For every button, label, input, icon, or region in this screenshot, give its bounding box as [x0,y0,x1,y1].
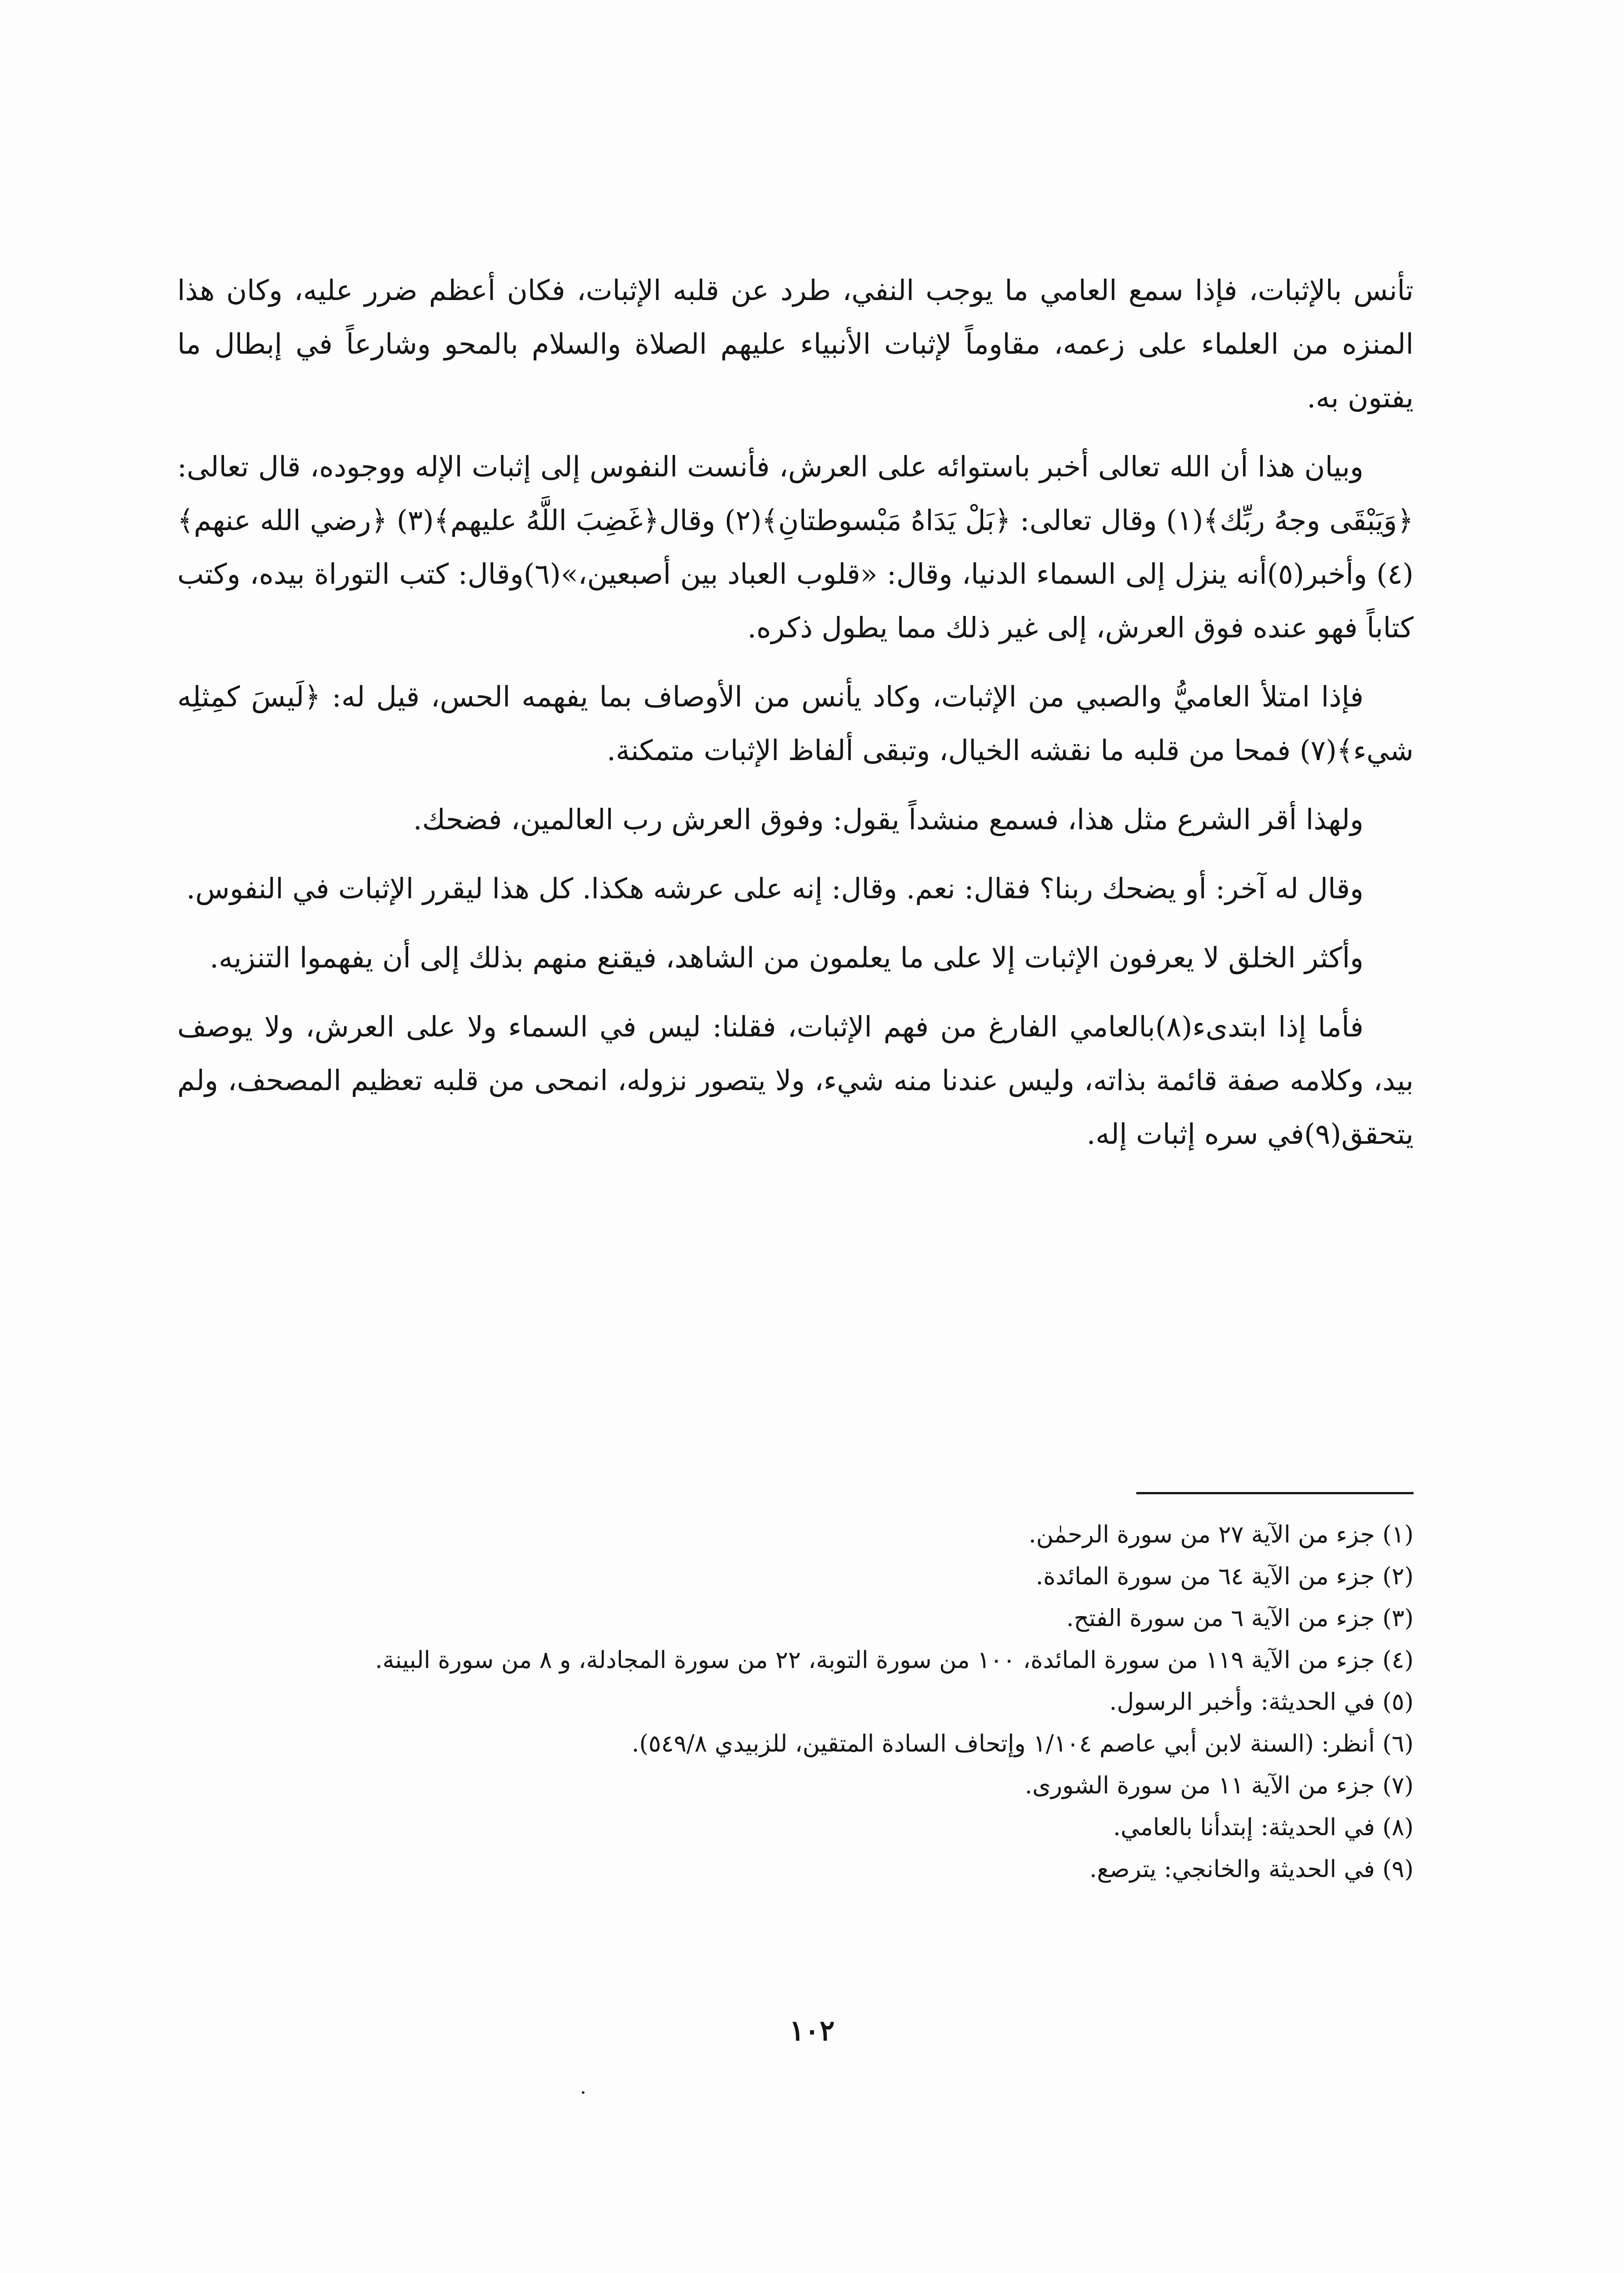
footnote-1: (١) جزء من الآية ٢٧ من سورة الرحمٰن. [1029,1521,1414,1548]
page-number: ١٠٢ [789,2014,835,2047]
scan-speck [582,2091,585,2094]
footnote-2: (٢) جزء من الآية ٦٤ من سورة المائدة. [1035,1563,1414,1590]
paragraph-3: فإذا امتلأ العاميُّ والصبي من الإثبات، وكاد يأنس من الأوصاف بما يفهمه الحس، قيل له: ﴿لَيسَ كمِثلِه شيء﴾(٧) فمحا من قلبه ما نقشه الخيال، وتبقى ألفاظ الإثبات متمكنة. [177,680,1414,767]
paragraph-4: ولهذا أقر الشرع مثل هذا، فسمع منشداً يقول: وفوق العرش رب العالمين، فضحك. [413,803,1364,836]
paragraph-6: وأكثر الخلق لا يعرفون الإثبات إلا على ما يعلمون من الشاهد، فيقنع منهم بذلك إلى أن يفهموا التنزيه. [210,941,1364,974]
footnote-3: (٣) جزء من الآية ٦ من سورة الفتح. [1066,1605,1414,1632]
paragraph-2: وبيان هذا أن الله تعالى أخبر باستوائه على العرش، فأنست النفوس إلى إثبات الإله ووجوده، قال تعالى: ﴿وَيَبْقَى وجهُ ربِّك﴾(١) وقال تعالى: ﴿بَلْ يَدَاهُ مَبْسوطتانِ﴾(٢) وقال﴿غَضِبَ اللَّهُ عليهم﴾(٣) ﴿رضي الله عنهم﴾(٤) وأخبر(٥)أنه ينزل إلى السماء الدنيا، وقال: «قلوب العباد بين أصبعين،»(٦)وقال: كتب التوراة بيده، وكتب كتاباً فهو عنده فوق العرش، إلى غير ذلك مما يطول ذكره. [177,450,1414,644]
footnote-7: (٧) جزء من الآية ١١ من سورة الشورى. [1024,1772,1414,1799]
paragraph-7: فأما إذا ابتدىء(٨)بالعامي الفارغ من فهم الإثبات، فقلنا: ليس في السماء ولا على العرش، ولا يوصف بيد، وكلامه صفة قائمة بذاته، وليس عندنا منه شيء، ولا يتصور نزوله، انمحى من قلبه تعظيم المصحف، ولم يتحقق(٩)في سره إثبات إله. [177,1010,1414,1151]
paragraph-5: وقال له آخر: أو يضحك ربنا؟ فقال: نعم. وقال: إنه على عرشه هكذا. كل هذا ليقرر الإثبات في النفوس. [186,872,1364,905]
footnote-6: (٦) أنظر: (السنة لابن أبي عاصم ١/١٠٤ وإتحاف السادة المتقين، للزبيدي ٥٤٩/٨). [631,1730,1414,1757]
footnote-divider [1136,1492,1414,1494]
footnote-9: (٩) في الحديثة والخانجي: يترصع. [1089,1856,1414,1883]
footnote-4: (٤) جزء من الآية ١١٩ من سورة المائدة، ١٠٠ من سورة التوبة، ٢٢ من سورة المجادلة، و ٨ من سورة البينة. [375,1647,1414,1674]
footnote-8: (٨) في الحديثة: إبتدأنا بالعامي. [1113,1814,1414,1841]
footnotes-list [177,1514,1414,1890]
paragraph-1: تأنس بالإثبات، فإذا سمع العامي ما يوجب النفي، طرد عن قلبه الإثبات، فكان أعظم ضرر عليه، وكان هذا المنزه من العلماء على زعمه، مقاوماً لإثبات الأنبياء عليهم الصلاة والسلام بالمحو وشارعاً في إبطال ما يفتون به. [177,274,1414,414]
footnote-5: (٥) في الحديثة: وأخبر الرسول. [1109,1688,1414,1716]
main-text [177,264,1414,1177]
